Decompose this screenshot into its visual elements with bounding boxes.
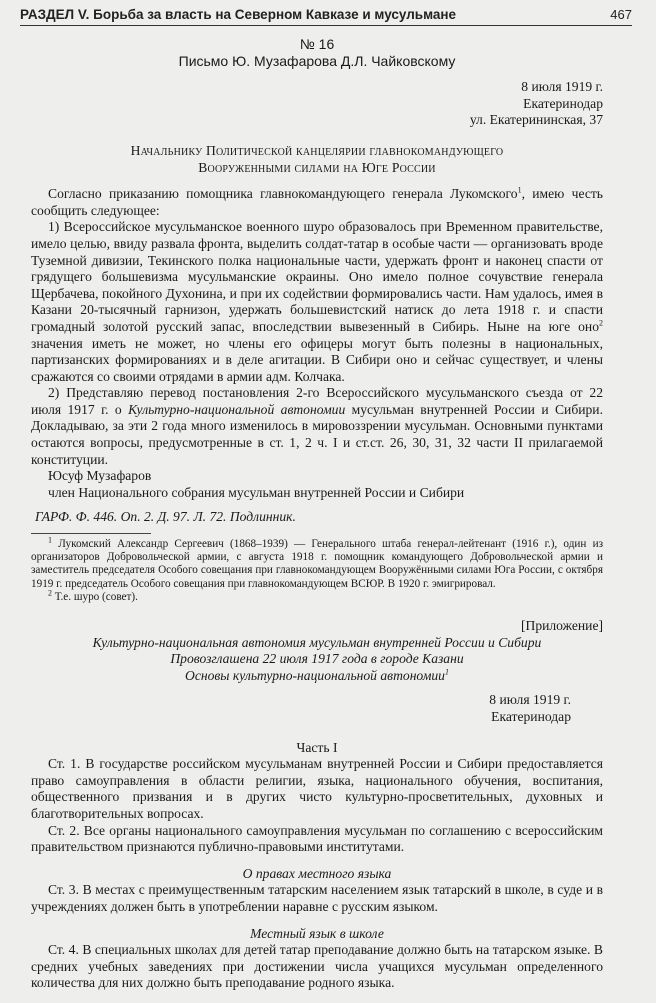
signer-name: Юсуф Музафаров [48,468,152,484]
footnote-2: $^2$ Т.е. шуро (совет). [48,588,138,603]
intro-paragraph: Согласно приказанию помощника главнокомандующего генерала Лукомского$^1$, имею честь сообщить следующее: [31,185,603,218]
appendix-title-1: Культурно-национальная автономия мусульман внутренней России и Сибири [92,634,542,650]
article-1: Ст. 1. В государстве российском мусульманам внутренней России и Сибири предоставляется право самоуправления в области религии, языка, национального обучения, воспитания, общественного призвания и в других чисто культурно-просветительных, духовных и благотворительных вопросах. [31,756,603,821]
article-4: Ст. 4. В специальных школах для детей татар преподавание должно быть на татарском языке. В средних учебных заведениях при достижении числа учащихся мусульман определенного количества для них должно быть преподавание родного языка. [31,942,603,991]
letter-city: Екатеринодар [523,95,603,111]
archive-source: ГАРФ. Ф. 446. Оп. 2. Д. 97. Л. 72. Подлинник. [35,509,296,525]
signer-role: член Национального собрания мусульман внутренней России и Сибири [48,484,465,500]
letter-street: ул. Екатерининская, 37 [469,112,603,128]
appendix-city: Екатеринодар [491,709,571,725]
paragraph-1: 1) Всероссийское мусульманское военного шуро образовалось при Временном правительстве, имело целью, ввиду развала фронта, выделить солдат-татар в особые части — организовать вроде Туземной дивизии, Текинского полка национальные части, удержать фронт и наконец спасти от грядущего большевизма мусульманские окраины. Оно имело полное сочувствие генерала Щербачева, покойного Духонина, и при их содействии формировались части. Нам удалось, имея в Казани 20-тысячный гарнизон, удержать большевистский натиск до лета 1918 г. и спасти громадный золотой русский запас, впоследствии вывезенный в Сибирь. Ныне на юге оно$^2$ значения иметь не может, но члены его офицеры могут быть полезны в национальных, партизанских формированиях и в деле агитации. В Сибири оно и сейчас существует, и члены сражаются со своими отрядами в армии адм. Колчака. [31,219,603,384]
document-title: Письмо Ю. Музафарова Д.Л. Чайковскому [178,52,456,69]
article-3: Ст. 3. В местах с преимущественным татарским населением язык татарский в школе, в суде и в учреждениях должен быть в употреблении наравне с русским языком. [31,882,603,914]
heading-local-language: О правах местного языка [242,865,392,881]
appendix-date: 8 июля 1919 г. [489,692,571,708]
heading-school-language: Местный язык в школе [250,925,384,941]
letter-date: 8 июля 1919 г. [521,79,603,95]
paragraph-2: 2) Представляю перевод постановления 2-го Всероссийского мусульманского съезда от 22 июля 1917 г. о Культурно-национальной автономии мусульман внутренней России и Сибири. Докладываю, за эти 2 года много изменилось в мировоззрении мусульман. Основными пунктами остаются вопросы, предусмотренные в ст. 1, 2 ч. I и ст.ст. 26, 30, 31, 32 части II прилагаемой конституции. [31,385,603,467]
section-title: РАЗДЕЛ V. Борьба за власть на Северном Кавказе и мусульмане [20,7,457,22]
article-2: Ст. 2. Все органы национального самоуправления мусульман по соглашению с всероссийским правительством признаются публично-правовыми институтами. [31,822,603,855]
page-body [31,36,603,992]
document-number: № 16 [299,36,335,52]
appendix-title-2: Провозглашена 22 июля 1917 года в городе Казани [170,651,464,667]
footnote-1: $^1$ Лукомский Александр Сергеевич (1868–1939) — Генерального штаба генерал-лейтенант (1916 г.), один из организаторов Добровольческой армии, с августа 1918 г. помощник командующего Добровольческой армии и заместитель председателя Особого совещания при главнокомандующем Вооружёнными силами Юга России, с октября 1919 г. председатель Особого совещания при главнокомандующем ВСЮР. В 1920 г. эмигрировал. [31,535,603,590]
running-header [20,7,636,22]
page-number: 467 [610,7,632,22]
addressee-line-1: Начальнику Политической канцелярии главнокомандующего [130,142,504,158]
appendix-label: [Приложение] [520,618,603,634]
addressee-line-2: Вооруженными силами на Юге России [198,159,436,175]
appendix-title-3: Основы культурно-национальной автономии$^1$ [185,667,449,683]
part-heading: Часть I [296,739,338,755]
header-rule [20,25,632,26]
footnote-rule [31,533,151,534]
